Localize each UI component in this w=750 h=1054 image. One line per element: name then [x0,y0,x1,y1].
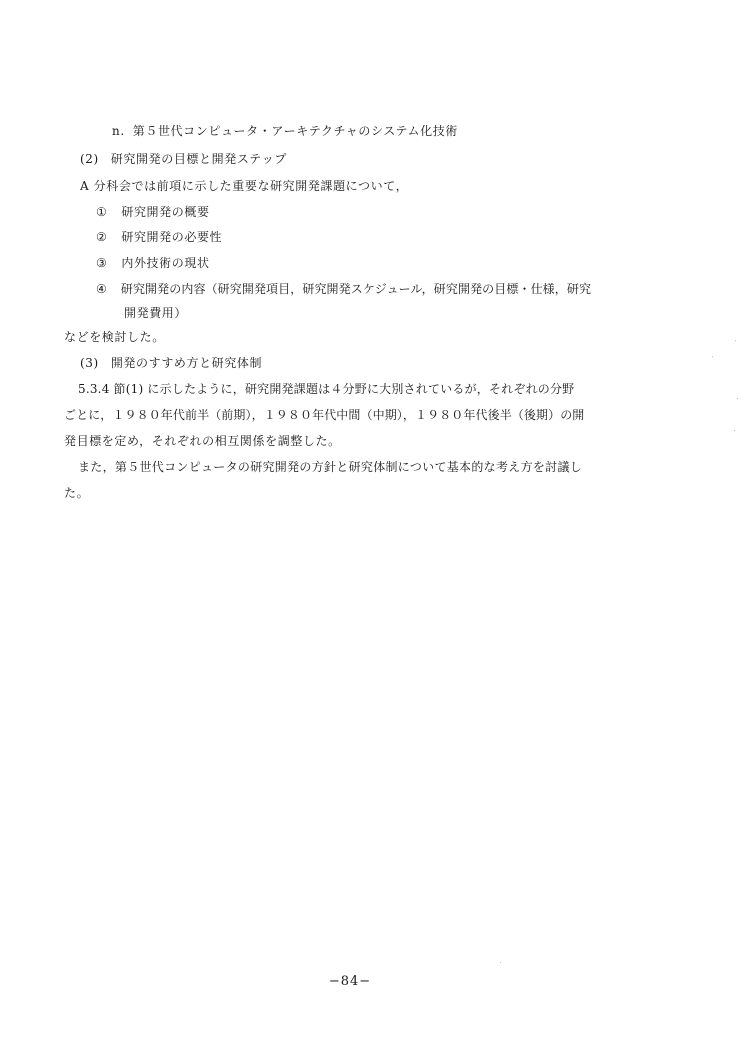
scan-speck [737,398,738,399]
list-item-1-marker: ① [96,205,108,219]
list-item-3 [96,255,210,271]
item-n [112,123,458,139]
section-2-title: 研究開発の目標と開発ステップ [110,152,287,166]
section-3-heading [80,355,262,371]
list-item-1-text: 研究開発の概要 [121,205,210,219]
list-item-1 [96,204,210,220]
list-item-3-marker: ③ [96,256,108,270]
section-2-marker: (2) [80,152,99,166]
examined-line: などを検討した。 [64,330,165,344]
section-3-marker: (3) [80,356,99,370]
intro-paragraph: A 分科会では前項に示した重要な研究開発課題について， [80,179,409,193]
page-number: −84− [328,974,372,989]
paragraph-2-line-1: また，第５世代コンピュータの研究開発の方針と研究体制について基本的な考え方を討議し [78,460,583,474]
scan-speck [712,356,713,357]
list-item-4-marker: ④ [96,282,107,296]
scan-speck [500,962,501,963]
paragraph-2-line-2: た。 [64,486,90,500]
list-item-3-text: 内外技術の現状 [121,256,210,270]
scan-speck [735,340,736,341]
paragraph-1-line-2: ごとに，１９８０年代前半（前期），１９８０年代中間（中期），１９８０年代後半（後期）の開 [64,408,585,422]
section-2-heading [80,151,287,167]
list-item-2-text: 研究開発の必要性 [121,230,223,244]
item-n-text: 第５世代コンピュータ・アーキテクチャのシステム化技術 [132,124,458,138]
list-item-2-marker: ② [96,230,108,244]
paragraph-1-line-3: 発目標を定め，それぞれの相互関係を調整した。 [64,434,341,448]
paragraph-1-line-1: 5.3.4 節(1) に示したように，研究開発課題は４分野に大別されているが，それぞれの分野 [78,382,575,396]
scan-speck [734,430,735,431]
list-item-4 [96,281,591,297]
list-item-4-continuation: 開発費用） [124,306,188,320]
list-item-2 [96,229,222,245]
section-3-title: 開発のすすめ方と研究体制 [110,356,263,370]
item-n-marker: n. [112,124,125,138]
list-item-4-text: 研究開発の内容（研究開発項目，研究開発スケジュール，研究開発の目標・仕様，研究 [120,282,592,296]
